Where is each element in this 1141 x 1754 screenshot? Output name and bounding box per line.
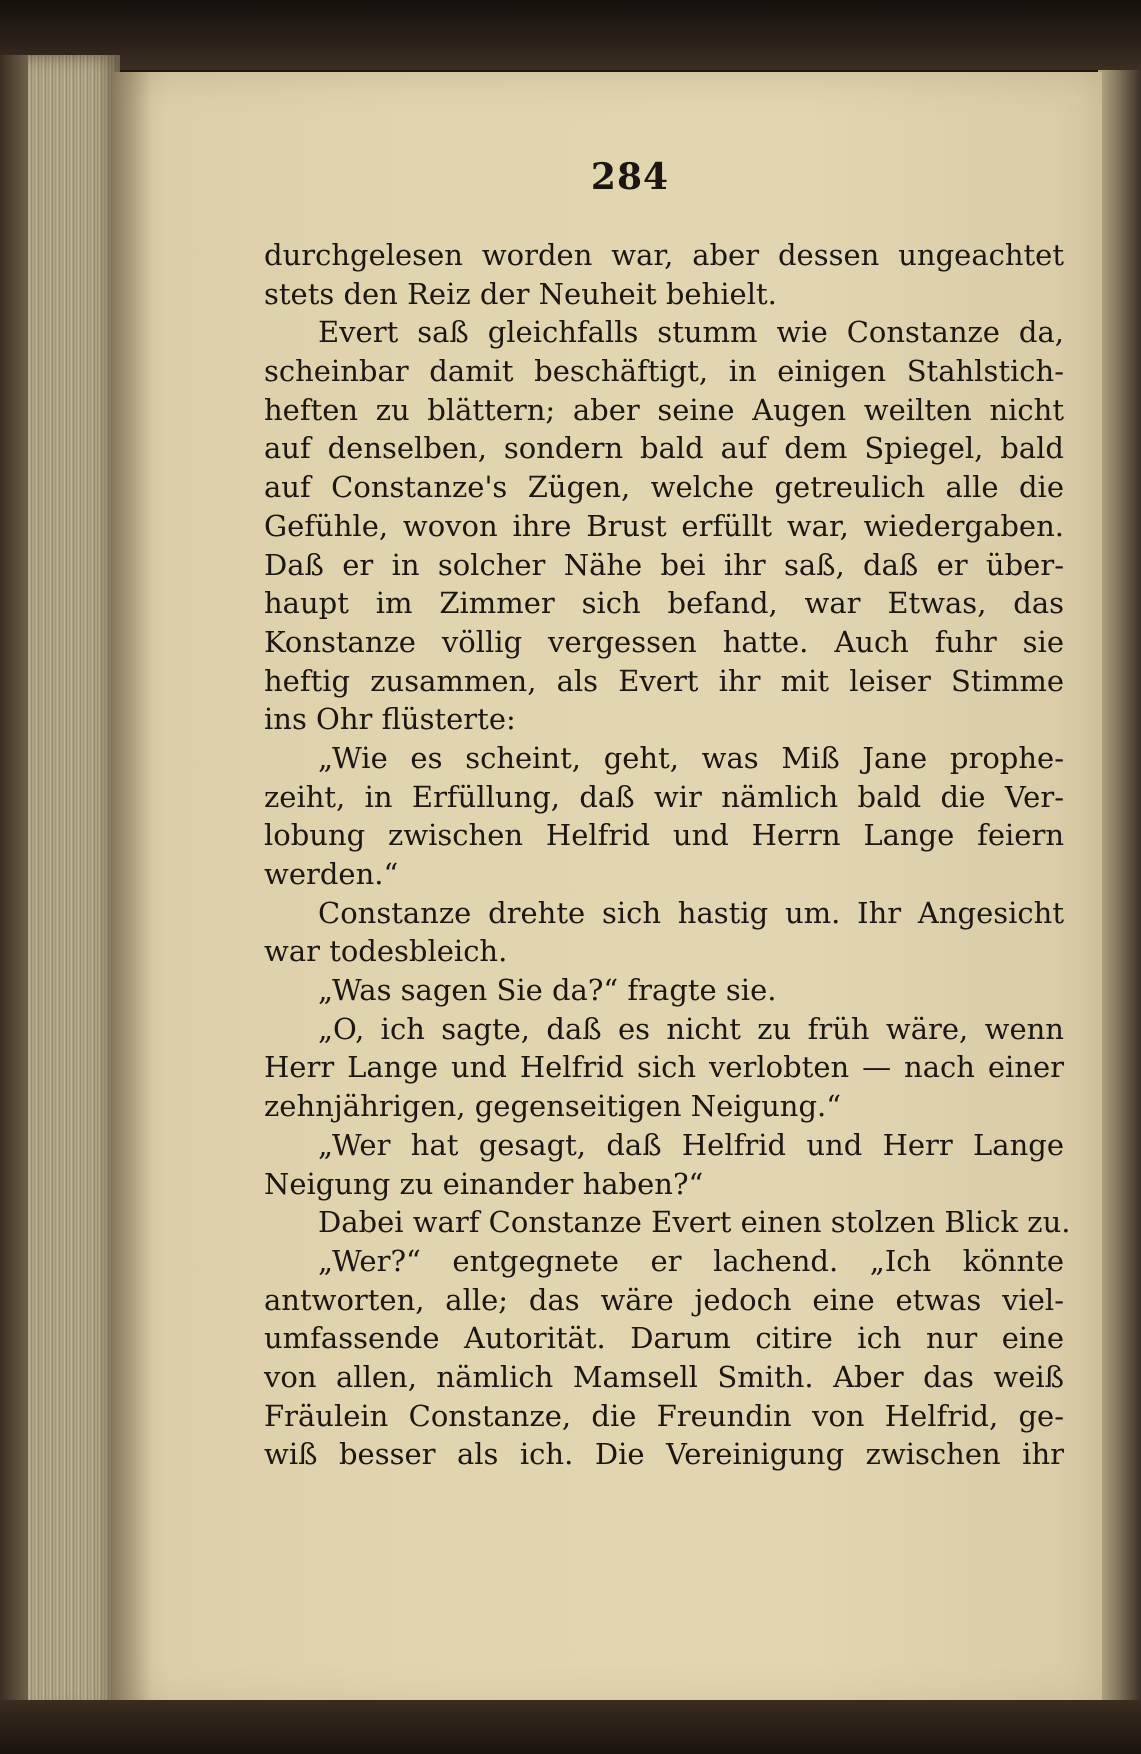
text-line: von allen, nämlich Mamsell Smith. Aber das weiß [264,1359,1064,1394]
text-line: auf Constanze's Zügen, welche getreulich alle die [264,470,1064,505]
text-line: auf denselben, sondern bald auf dem Spiegel, bald [264,431,1064,466]
text-line: „Wie es scheint, geht, was Miß Jane prophe- [318,740,1064,775]
book-right-edge [1098,70,1141,1710]
text-line: werden.“ [264,857,399,891]
text-line: stets den Reiz der Neuheit behielt. [264,276,777,311]
text-line: heftig zusammen, als Evert ihr mit leiser Stimme [264,663,1064,698]
book-cover-bottom [0,1700,1141,1754]
page-number: 284 [590,156,670,198]
text-line: Fräulein Constanze, die Freundin von Helfrid, ge- [264,1398,1064,1433]
text-line: lobung zwischen Helfrid und Herrn Lange feiern [264,818,1064,853]
text-line: heften zu blättern; aber seine Augen weilten nicht [264,392,1064,427]
text-line: „Wer hat gesagt, daß Helfrid und Herr Lange [318,1127,1064,1162]
text-line: Constanze drehte sich hastig um. Ihr Angesicht [318,895,1064,930]
text-line: ins Ohr flüsterte: [264,702,516,737]
text-line: war todesbleich. [264,934,508,969]
text-line: antworten, alle; das wäre jedoch eine etwas viel- [264,1282,1064,1317]
text-line: Evert saß gleichfalls stumm wie Constanze da, [318,315,1064,350]
text-line: Dabei warf Constanze Evert einen stolzen Blick zu. [318,1205,1071,1240]
gutter-shadow [112,72,152,1708]
text-line: Herr Lange und Helfrid sich verlobten — nach einer [264,1050,1064,1085]
text-line: zeiht, in Erfüllung, daß wir nämlich bald die Ver- [264,779,1064,814]
book-cover-top [0,0,1141,70]
text-line: wiß besser als ich. Die Vereinigung zwischen ihr [264,1437,1064,1472]
text-line: „O, ich sagte, daß es nicht zu früh wäre, wenn [318,1011,1064,1046]
text-line: zehnjährigen, gegenseitigen Neigung.“ [264,1089,842,1124]
text-line: umfassende Autorität. Darum citire ich nur eine [264,1321,1064,1356]
text-line: durchgelesen worden war, aber dessen ungeachtet [264,238,1064,272]
text-line: Gefühle, wovon ihre Brust erfüllt war, wiedergaben. [264,508,1064,543]
text-line: „Was sagen Sie da?“ fragte sie. [318,973,777,1008]
text-line: Konstanze völlig vergessen hatte. Auch fuhr sie [264,624,1064,659]
page-text [264,236,1071,1474]
text-line: „Wer?“ entgegnete er lachend. „Ich könnte [318,1243,1064,1278]
text-line: haupt im Zimmer sich befand, war Etwas, das [264,586,1064,621]
book-spine-shadow [0,55,28,1715]
text-line: Neigung zu einander haben?“ [264,1166,704,1201]
text-line: scheinbar damit beschäftigt, in einigen Stahlstich- [264,354,1064,389]
text-line: Daß er in solcher Nähe bei ihr saß, daß er über- [264,547,1064,582]
